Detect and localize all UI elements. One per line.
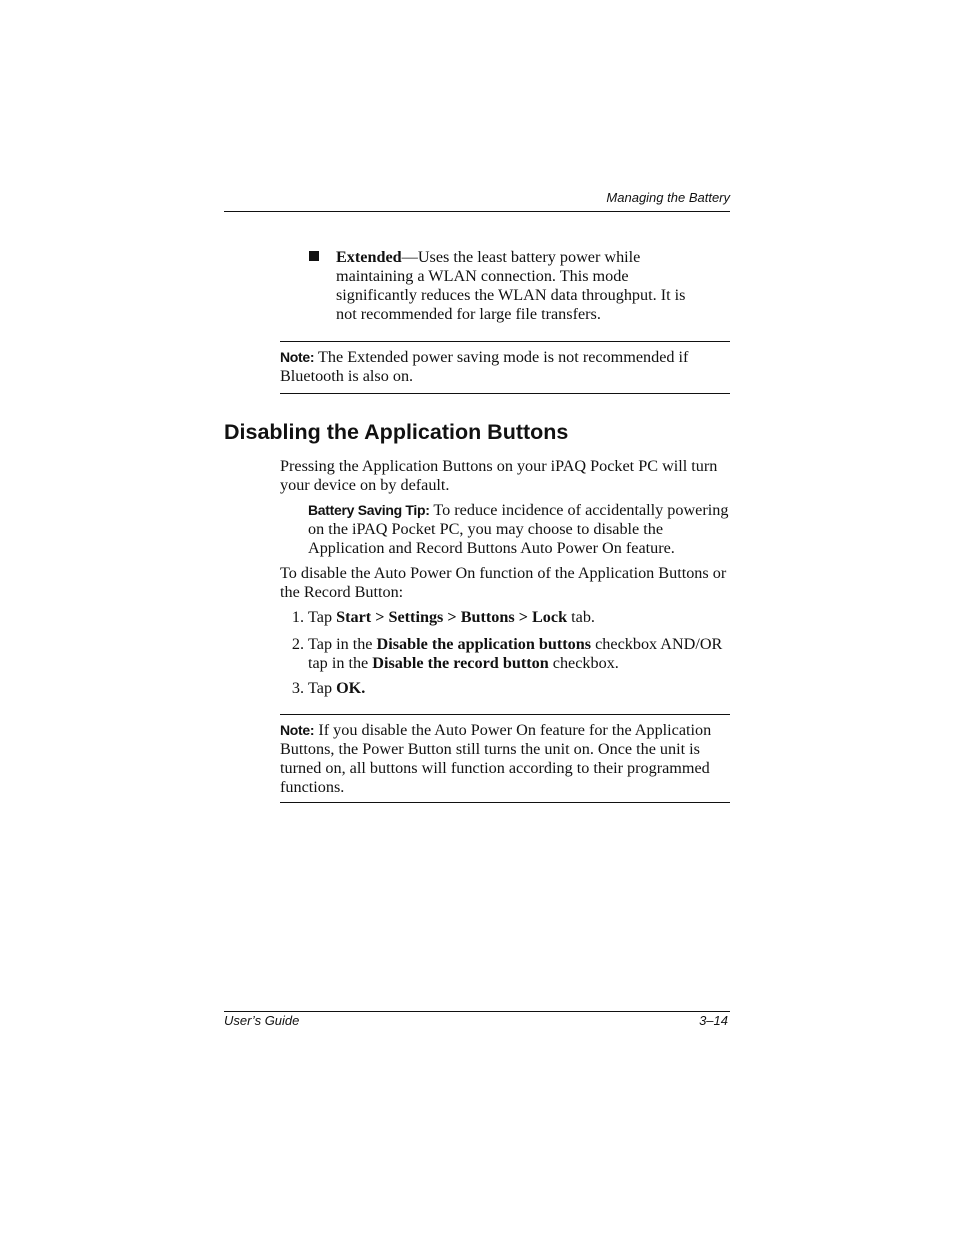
step-number: 2.: [291, 635, 304, 653]
tip-text: To reduce incidence of accidentally powering on the iPAQ Pocket PC, you may choose to disable the Application and Record Buttons Auto Power On feature.: [308, 501, 729, 557]
option-disable-record-button: Disable the record button: [372, 654, 549, 672]
battery-saving-tip: [308, 501, 732, 558]
note-label: Note:: [280, 722, 315, 738]
step-number: 3.: [291, 679, 304, 697]
menu-settings: Settings: [388, 608, 444, 626]
footer-title: User’s Guide: [224, 1013, 300, 1028]
step-part: tab.: [567, 608, 595, 626]
menu-lock: Lock: [532, 608, 568, 626]
bullet-term: Extended: [336, 248, 402, 266]
menu-start: Start: [336, 608, 372, 626]
step-3: [284, 679, 730, 698]
step-part: Tap: [308, 608, 337, 626]
bullet-text: —Uses the least battery power while maintaining a WLAN connection. This mode significantly reduces the WLAN data throughput. It is not recommended for large file transfers.: [336, 248, 686, 323]
note2-top-rule: [280, 714, 730, 715]
option-disable-app-buttons: Disable the application buttons: [376, 635, 592, 653]
button-ok: OK.: [336, 679, 366, 697]
section-intro: Pressing the Application Buttons on your iPAQ Pocket PC will turn your device on by default.: [280, 457, 718, 494]
menu-separator: >: [514, 608, 532, 626]
footer-rule: [224, 1011, 730, 1012]
running-header: Managing the Battery: [606, 190, 730, 205]
instructions-intro: To disable the Auto Power On function of the Application Buttons or the Record Button:: [280, 564, 727, 601]
tip-label: Battery Saving Tip:: [308, 502, 430, 518]
bullet-item-extended: [336, 248, 686, 324]
note-label: Note:: [280, 349, 315, 365]
header-rule: [224, 211, 730, 212]
page-number: 3–14: [699, 1013, 728, 1028]
menu-separator: >: [371, 608, 389, 626]
step-part: Tap in the: [308, 635, 377, 653]
note-extended-mode: [280, 348, 730, 386]
step-2: [284, 635, 730, 673]
step-text: [308, 608, 730, 627]
step-part: Tap: [308, 679, 337, 697]
step-part: checkbox.: [548, 654, 619, 672]
step-part: checkbox AND/OR tap in the: [308, 635, 723, 672]
note-text: If you disable the Auto Power On feature for the Application Buttons, the Power Button still turns the unit on. Once the unit is turned on, all buttons will function according to their programmed functions.: [280, 721, 712, 796]
note-auto-power: [280, 721, 730, 797]
menu-buttons: Buttons: [460, 608, 515, 626]
note-text: The Extended power saving mode is not recommended if Bluetooth is also on.: [280, 348, 689, 385]
bullet-square-icon: [309, 251, 319, 261]
note1-top-rule: [280, 341, 730, 342]
note2-bottom-rule: [280, 802, 730, 803]
step-text: [308, 679, 730, 698]
menu-separator: >: [443, 608, 461, 626]
step-1: [284, 608, 730, 627]
step-text: [308, 635, 730, 673]
note1-bottom-rule: [280, 393, 730, 394]
section-heading: Disabling the Application Buttons: [224, 420, 569, 444]
step-number: 1.: [291, 608, 304, 626]
